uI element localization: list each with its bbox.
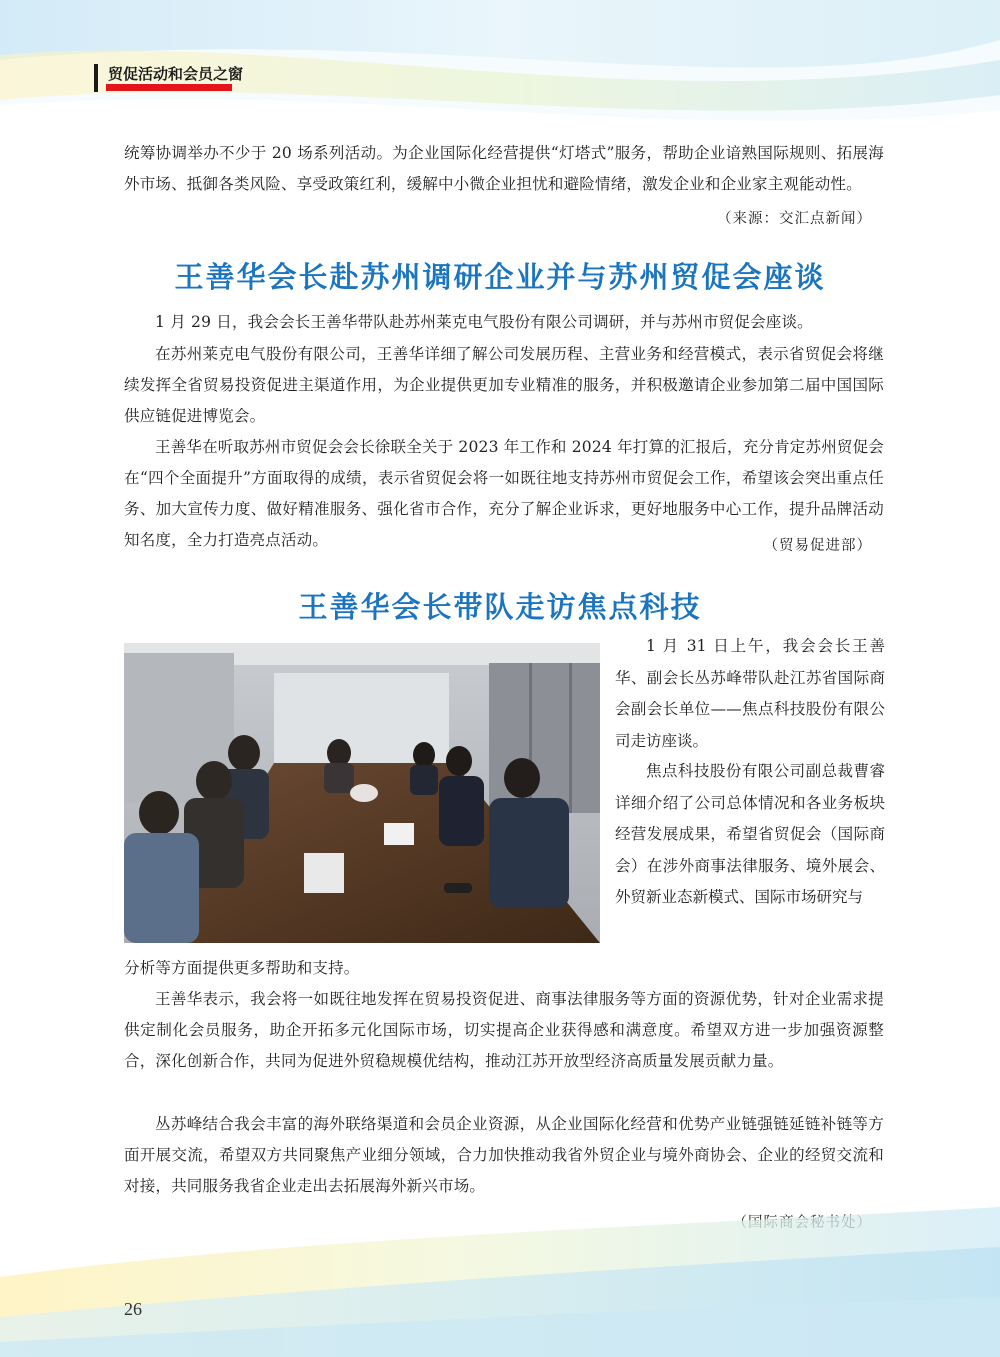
bottom-decoration (0, 1207, 1000, 1357)
meeting-photo (124, 643, 600, 943)
intro-paragraph: 统筹协调举办不少于 20 场系列活动。为企业国际化经营提供“灯塔式”服务，帮助企业谙熟国际规则、拓展海外市场、抵御各类风险、享受政策红利，缓解中小微企业担忧和避险情绪，激发企业和企业家主观能动性。 (124, 144, 884, 193)
article1-paragraph-2: 在苏州莱克电气股份有限公司，王善华详细了解公司发展历程、主营业务和经营模式，表示省贸促会将继续发挥全省贸易投资促进主渠道作用，为企业提供更加专业精准的服务，并积极邀请企业参加第二届中国国际供应链促进博览会。 (124, 345, 884, 425)
article2-paragraph-3: 王善华表示，我会将一如既往地发挥在贸易投资促进、商事法律服务等方面的资源优势，针对企业需求提供定制化会员服务，助企开拓多元化国际市场，切实提高企业获得感和满意度。希望双方进一步加强资源整合，深化创新合作，共同为促进外贸稳规模优结构，推动江苏开放型经济高质量发展贡献力量。 (124, 990, 884, 1070)
article1-title: 王善华会长赴苏州调研企业并与苏州贸促会座谈 (174, 260, 826, 294)
intro-source: （来源：交汇点新闻） (717, 211, 872, 227)
article2-title: 王善华会长带队走访焦点科技 (298, 590, 702, 624)
section-title: 贸促活动和会员之窗 (108, 65, 244, 83)
article2-side-paragraph-1: 1 月 31 日上午，我会会长王善华、副会长丛苏峰带队赴江苏省国际商会副会长单位——焦点科技股份有限公司走访座谈。 (615, 637, 885, 750)
article2-paragraph-2-continued: 分析等方面提供更多帮助和支持。 (124, 959, 360, 977)
section-tag (94, 64, 243, 92)
article1-paragraph-3: 王善华在听取苏州市贸促会会长徐联全关于 2023 年工作和 2024 年打算的汇报后，充分肯定苏州贸促会在“四个全面提升”方面取得的成绩，表示省贸促会将一如既往地支持苏州市贸促会工作，希望该会突出重点任务、加大宣传力度、做好精准服务、强化省市合作，充分了解企业诉求，更好地服务中心工作，提升品牌活动知名度，全力打造亮点活动。 (124, 438, 885, 549)
section-red-bar (106, 84, 232, 91)
page-number: 26 (124, 1299, 142, 1319)
article1-paragraph-1: 1 月 29 日，我会会长王善华带队赴苏州莱克电气股份有限公司调研，并与苏州市贸促会座谈。 (155, 313, 813, 331)
article2-paragraph-4: 丛苏峰结合我会丰富的海外联络渠道和会员企业资源，从企业国际化经营和优势产业链强链延链补链等方面开展交流，希望双方共同聚焦产业细分领域，合力加快推动我省外贸企业与境外商协会、企业的经贸交流和对接，共同服务我省企业走出去拓展海外新兴市场。 (124, 1115, 884, 1195)
article1-source: （贸易促进部） (763, 538, 872, 554)
article2-side-paragraph-2: 焦点科技股份有限公司副总裁曹睿详细介绍了公司总体情况和各业务板块经营发展成果，希望省贸促会（国际商会）在涉外商事法律服务、境外展会、外贸新业态新模式、国际市场研究与 (615, 762, 885, 906)
